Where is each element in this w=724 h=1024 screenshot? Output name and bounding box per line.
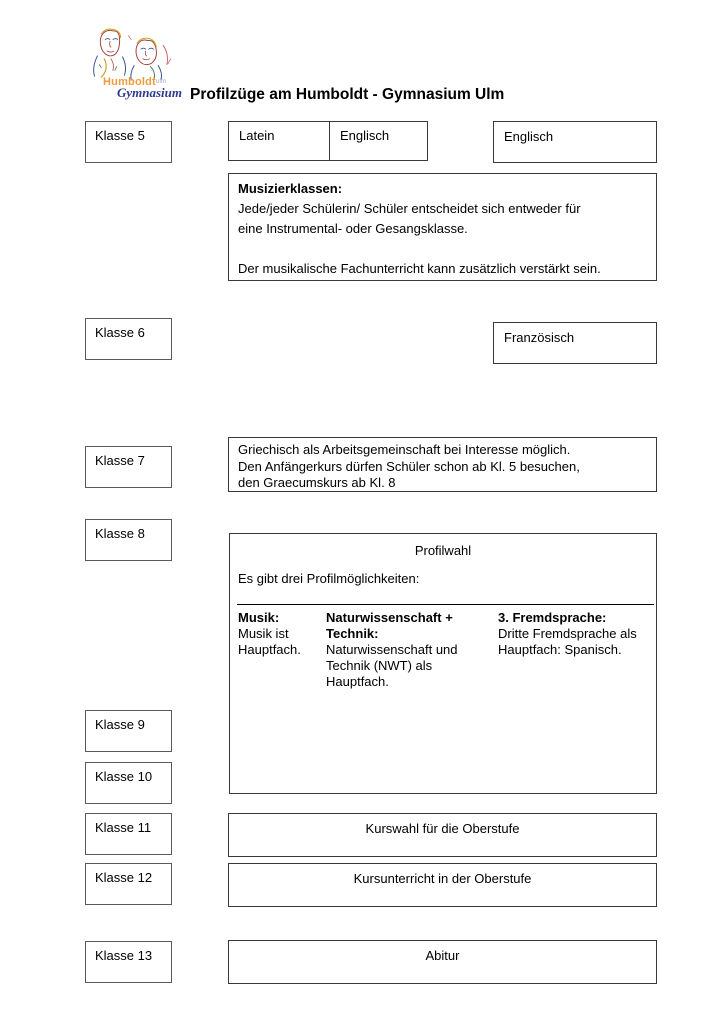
kursunterricht-box: Kursunterricht in der Oberstufe: [228, 863, 657, 907]
musizierklassen-box: [228, 173, 657, 281]
profil-header: Naturwissenschaft + Technik:: [326, 610, 453, 641]
englisch-cell: Englisch: [329, 122, 427, 160]
profilwahl-divider: [237, 604, 654, 605]
klasse-12-box: Klasse 12: [85, 863, 172, 905]
klasse-13-box: Klasse 13: [85, 941, 172, 983]
griechisch-line: Griechisch als Arbeitsgemeinschaft bei Interesse möglich.: [238, 442, 571, 457]
griechisch-line: den Graecumskurs ab Kl. 8: [238, 475, 396, 490]
profil-body: Naturwissenschaft und Technik (NWT) als Hauptfach.: [326, 642, 458, 689]
griechisch-box: [228, 437, 657, 492]
musizierklassen-heading: Musizierklassen:: [238, 181, 343, 196]
abitur-box: Abitur: [228, 940, 657, 984]
klasse-9-box: Klasse 9: [85, 710, 172, 752]
profil-column-musik: [238, 610, 322, 658]
klasse-10-box: Klasse 10: [85, 762, 172, 804]
profil-body: Musik ist Hauptfach.: [238, 626, 301, 657]
englisch-right-box: Englisch: [493, 121, 657, 163]
latein-englisch-box: [228, 121, 428, 161]
musizierklassen-line: Der musikalische Fachunterricht kann zusätzlich verstärkt sein.: [238, 261, 601, 276]
profil-body: Dritte Fremdsprache als Hauptfach: Spanisch.: [498, 626, 637, 657]
griechisch-line: Den Anfängerkurs dürfen Schüler schon ab Kl. 5 besuchen,: [238, 458, 580, 474]
profil-header: 3. Fremdsprache:: [498, 610, 607, 625]
klasse-5-box: Klasse 5: [85, 121, 172, 163]
profil-column-nwt: [326, 610, 494, 690]
musizierklassen-line: eine Instrumental- oder Gesangsklasse.: [238, 221, 468, 236]
logo-text-humboldt: Humboldtulm: [103, 76, 167, 88]
klasse-6-box: Klasse 6: [85, 318, 172, 360]
klasse-8-box: Klasse 8: [85, 519, 172, 561]
musizierklassen-spacer: [238, 239, 648, 259]
profilwahl-intro: Es gibt drei Profilmöglichkeiten:: [238, 571, 420, 586]
profilwahl-box: [229, 533, 657, 794]
musizierklassen-line: Jede/jeder Schülerin/ Schüler entscheidet sich entweder für: [238, 201, 581, 216]
kurswahl-box: Kurswahl für die Oberstufe: [228, 813, 657, 857]
klasse-11-box: Klasse 11: [85, 813, 172, 855]
profil-column-fremdsprache: [498, 610, 638, 658]
franzoesisch-box: Französisch: [493, 322, 657, 364]
page-title: Profilzüge am Humboldt - Gymnasium Ulm: [190, 86, 505, 103]
klasse-7-box: Klasse 7: [85, 446, 172, 488]
humboldt-brothers-sketch-icon: [88, 26, 186, 82]
profil-header: Musik:: [238, 610, 280, 625]
latein-cell: Latein: [239, 128, 275, 143]
profilwahl-title: Profilwahl: [414, 543, 472, 558]
logo-text-gymnasium: Gymnasium: [117, 85, 183, 100]
logo-text-ulm: ulm: [155, 79, 167, 85]
